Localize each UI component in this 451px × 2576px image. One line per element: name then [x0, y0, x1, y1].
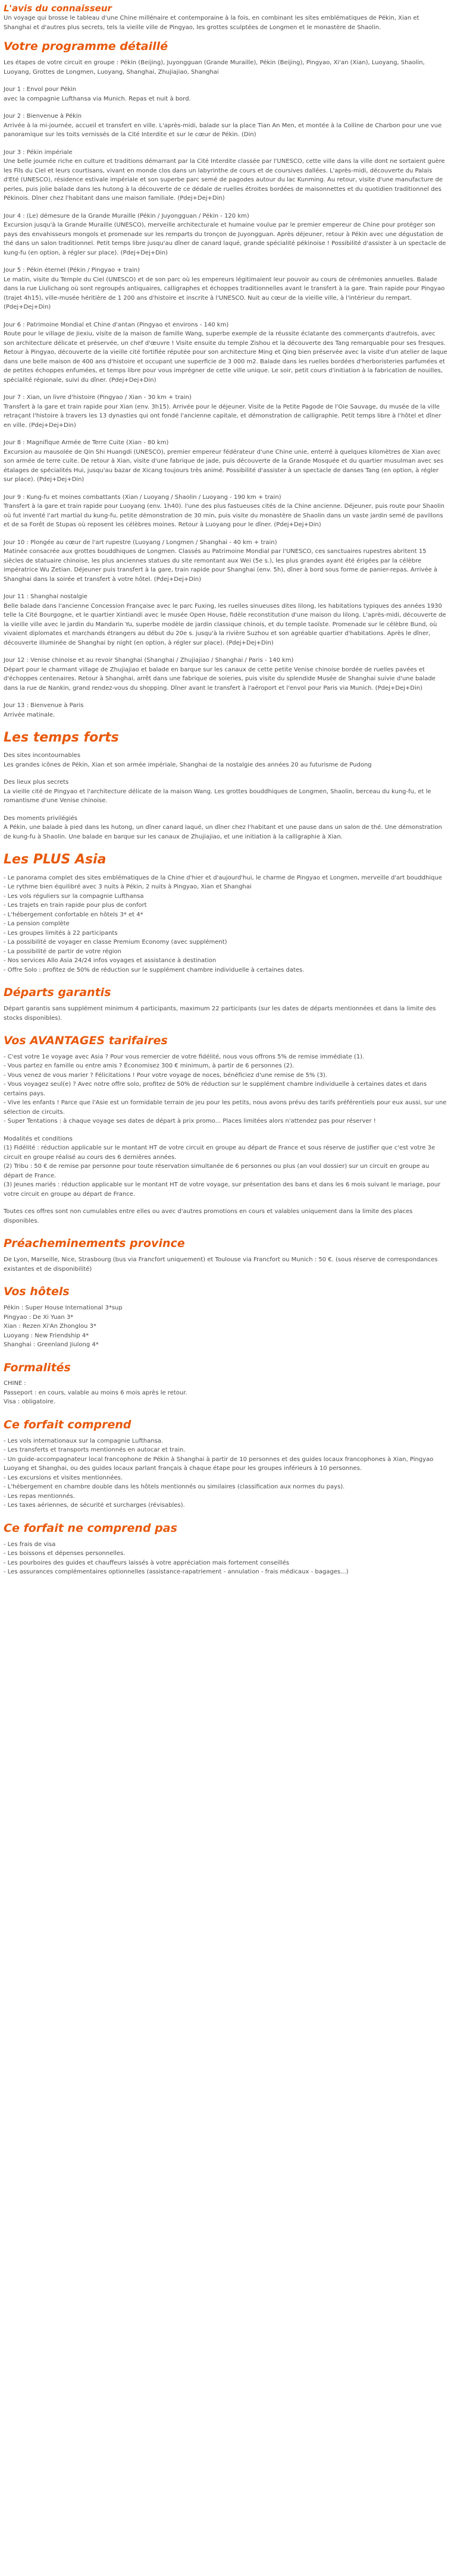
day-12: Jour 12 : Venise chinoise et au revoir Shanghai (Shanghai / Zhujiajiao / Shanghai / Paris - 140 km) Départ pour le charmant village de Zhujiajiao et balade en barque sur les canaux de cette petite Venise chinoise bordée de ruelles pavées et d'échoppes centenaires. Retour à Shanghai, arrêt dans une fabrique de soieries, puis visite du splendide Musée de Shanghai suivie d'une balade dans la rue de Nankin, grand rendez-vous du shopping. Dîner avant le transfert à l'aéroport et l'envol pour Paris via Munich. (Pdej+Dej+Din)	[4, 657, 436, 692]
avantages-cumul-note: Toutes ces offres sont non cumulables entre elles ou avec d'autres promotions en cours et valables uniquement dans la limite des places disponibles.	[4, 1208, 413, 1224]
plus-asia-list	[4, 874, 447, 975]
temps-forts-title: Les temps forts	[4, 730, 119, 746]
day-2: Jour 2 : Bienvenue à Pékin Arrivée à la mi-journée, accueil et transfert en ville. L'après-midi, balade sur la place Tian An Men, et montée à la Colline de Charbon pour une vue panoramique sur les toits vernissés de la Cité Interdite et sur le cœur de Pékin. (Din)	[4, 113, 442, 139]
list-item: - Vous partez en famille ou entre amis ? Économisez 300 € minimum, à partir de 6 personnes (2).	[4, 1063, 295, 1070]
preacheminements-section	[4, 1237, 447, 1274]
hotels-title: Vos hôtels	[4, 1285, 70, 1299]
day-9: Jour 9 : Kung-fu et moines combattants (Xian / Luoyang / Shaolin / Luoyang - 190 km + train) Transfert à la gare et train rapide pour Luoyang (env. 1h40). l'une des plus fastueuses cités de la Chine ancienne. Déjeuner, puis route pour Shaolin où fut inventé l'art martial du kung-fu, petite démonstration de 30 min, puis visite du monastère de Shaolin dans un vaste jardin semé de pavillons et de sa Forêt de Stupas où reposent les célèbres moines. Retour à Luoyang pour le dîner. (Pdej+Dej+Din)	[4, 494, 445, 529]
list-item: - Le panorama complet des sites emblématiques de la Chine d'hier et d'aujourd'hui, le charme de Pingyao et Longmen, merveille d'art bouddhique	[4, 874, 442, 881]
list-item: - Les excursions et visites mentionnées.	[4, 1474, 123, 1481]
list-item: - Les repas mentionnés.	[4, 1493, 75, 1500]
day-5: Jour 5 : Pékin éternel (Pékin / Pingyao + train) Le matin, visite du Temple du Ciel (UNESCO) et de son parc où les empereurs légitimaient leur pouvoir au cours de cérémonies annuelles. Balade dans la rue Liulichang où sont regroupés antiquaires, calligraphes et échoppes traditionnelles avant le transfert à la gare. Train rapide pour Pingyao (trajet 4h15), ville-musée héritière de 1 200 ans d'histoire et inscrite à l'UNESCO. Nuit au cœur de la vieille ville, à l'intérieur du rempart. (Pdej+Dej+Din)	[4, 267, 445, 311]
list-item: - Vous venez de vous marier ? Félicitations ! Pour votre voyage de noces, bénéficiez d'une remise de 5% (3).	[4, 1072, 327, 1079]
list-item: - Les transferts et transports mentionnés en autocar et train.	[4, 1447, 186, 1454]
list-item: - Les assurances complémentaires optionnelles (assistance-rapatriement - annulation - frais médicaux - bagages...)	[4, 1569, 349, 1576]
preacheminements-title: Préacheminements province	[4, 1237, 185, 1251]
list-item: - La pension complète	[4, 921, 70, 928]
list-item: - Offre Solo : profitez de 50% de réduction sur le supplément chambre individuelle à certaines dates.	[4, 966, 305, 973]
list-item: - Les boissons et dépenses personnelles.	[4, 1550, 126, 1557]
list-item: - Les vols internationaux sur la compagnie Lufthansa.	[4, 1437, 164, 1444]
avis-text: Un voyage qui brosse le tableau d'une Chine millénaire et contemporaine à la fois, en combinant les sites emblématiques de Pékin, Xian et Shanghai et d'autres plus secrets, tels la vieille ville de Pingyao, les grottes sculptées de Longmen et le monastère de Shaolin.	[4, 15, 419, 31]
day-7: Jour 7 : Xian, un livre d'histoire (Pingyao / Xian - 30 km + train) Transfert à la gare et train rapide pour Xian (env. 3h15). Arrivée pour le déjeuner. Visite de la Petite Pagode de l'Oie Sauvage, du musée de la ville retraçant l'histoire à travers les 13 dynasties qui ont fondé l'ancienne capitale, et démonstration de calligraphie. Petit temps libre à l'hôtel et dîner en ville. (Pdej+Dej+Din)	[4, 394, 441, 429]
list-item: - Le rythme bien équilibré avec 3 nuits à Pékin, 2 nuits à Pingyao, Xian et Shanghai	[4, 884, 252, 891]
hotels-text: Pékin : Super House International 3*sup Pingyao : De Xi Yuan 3* Xian : Rezen Xi'An Zhonglou 3* Luoyang : New Friendship 4* Shanghai : Greenland Jiulong 4*	[4, 1305, 123, 1349]
avantages-title: Vos AVANTAGES tarifaires	[4, 1034, 168, 1048]
ne-comprend-pas-section	[4, 1522, 447, 1577]
list-item: - La possibilité de partir de votre région	[4, 948, 122, 955]
day-8: Jour 8 : Magnifique Armée de Terre Cuite (Xian - 80 km) Excursion au mausolée de Qin Shi Huangdi (UNESCO), premier empereur fédérateur d'une Chine unie, enterré à quelques kilomètres de Xian avec son armée de terre cuite. De retour à Xian, visite d'une fabrique de jade, puis découverte de la Grande Mosquée et du quartier musulman avec ses étalages de spécialités Hui, jusqu'au bazar de Xicang toujours très animé. Possibilité d'assister à un spectacle de danses Tang (en option, à régler sur place). (Pdej+Dej+Din)	[4, 439, 444, 483]
avis-title: L'avis du connaisseur	[4, 3, 112, 14]
formalites-section	[4, 1362, 447, 1407]
avantages-list	[4, 1053, 447, 1126]
list-item: - Les frais de visa	[4, 1541, 56, 1548]
list-item: - Vive les enfants ! Parce que l'Asie est un formidable terrain de jeu pour les petits, nous avons prévu des tarifs préférentiels pour eux aussi, sur une sélection de circuits.	[4, 1099, 447, 1116]
list-item: - C'est votre 1e voyage avec Asia ? Pour vous remercier de votre fidélité, nous vous offrons 5% de remise immédiate (1).	[4, 1053, 365, 1060]
avantages-section	[4, 1035, 447, 1226]
day-1: Jour 1 : Envol pour Pékin avec la compagnie Lufthansa via Munich. Repas et nuit à bord.	[4, 86, 191, 102]
day-4: Jour 4 : (Le) démesure de la Grande Muraille (Pékin / Juyongguan / Pékin - 120 km) Excursion jusqu'à la Grande Muraille (UNESCO), merveille architecturale et humaine voulue par le premier empereur de Chine pour protéger son pays des envahisseurs mongols et promenade sur les remparts du tronçon de Juyongguan. Après déjeuner, retour à Pékin avec une dégustation de thé dans un salon traditionnel. Petit temps libre jusqu'au dîner de canard laqué, grande spécialité pékinoise ! Possibilité d'assister à un spectacle de kung-fu (en option, à régler sur place). (Pdej+Dej+Din)	[4, 212, 446, 256]
temps-forts-incontournables: Des sites incontournables Les grandes icônes de Pékin, Xian et son armée impériale, Shanghai de la nostalgie des années 20 au futurisme de Pudong	[4, 752, 372, 768]
plus-asia-title: Les PLUS Asia	[4, 852, 107, 868]
ne-comprend-pas-list	[4, 1540, 447, 1577]
comprend-list	[4, 1437, 447, 1510]
list-item: - Un guide-accompagnateur local francophone de Pékin à Shanghai à partir de 10 personnes et des guides locaux francophones à Xian, Pingyao Luoyang et Shanghai, ou des guides locaux parlant français à chaque étape pour les groupes inférieurs à 10 personnes.	[4, 1456, 434, 1472]
list-item: - L'hébergement confortable en hôtels 3* et 4*	[4, 911, 143, 918]
comprend-title: Ce forfait comprend	[4, 1418, 131, 1431]
list-item: - Les vols réguliers sur la compagnie Lufthansa	[4, 893, 144, 900]
comprend-section	[4, 1419, 447, 1510]
list-item: - Les pourboires des guides et chauffeurs laissés à votre appréciation mais fortement conseillés	[4, 1559, 289, 1566]
list-item: - Vous voyagez seul(e) ? Avec notre offre solo, profitez de 50% de réduction sur le supplément chambre individuelle à certaines dates et dans certains pays.	[4, 1081, 427, 1097]
formalites-text: CHINE : Passeport : en cours, valable au moins 6 mois après le retour. Visa : obligatoire.	[4, 1380, 187, 1406]
day-10: Jour 10 : Plongée au cœur de l'art rupestre (Luoyang / Longmen / Shanghai - 40 km + train) Matinée consacrée aux grottes bouddhiques de Longmen. Classés au Patrimoine Mondial par l'UNESCO, ces sanctuaires rupestres abritent 15 siècles de statuaire chinoise, les plus anciennes statues du site remontant aux Wei (5e s.), les plus grandes ayant été érigées par la célèbre impératrice Wu Zetian. Déjeuner puis transfert à la gare, train rapide pour Shanghai (env. 5h), dîner à bord sous forme de panier-repas. Arrivée à Shanghai dans la soirée et transfert à votre hôtel. (Pdej+Dej+Din)	[4, 539, 438, 583]
day-3: Jour 3 : Pékin impériale Une belle journée riche en culture et traditions démarrant par la Cité Interdite classée par l'UNESCO, cette ville dans la ville dont ne sortaient guère les Fils du Ciel et leurs courtisans, vivant en monde clos dans un labyrinthe de cours et de coursives dallées. L'après-midi, découverte du Palais d'Eté (UNESCO), résidence estivale impériale et son superbe parc semé de pagodes autour du lac Kunming. Au retour, visite d'une manufacture de perles, puis jolie balade dans les hutong à la découverte de ce dédale de ruelles étroites bordées de maisonnettes et du quotidien traditionnel des Pékinois. Dîner chez l'habitant dans une maison familiale. (Pdej+Dej+Din)	[4, 149, 445, 202]
day-11: Jour 11 : Shanghai nostalgie Belle balade dans l'ancienne Concession Française avec le parc Fuxing, les ruelles sinueuses dites lilong, les habitations typiques des années 1930 telle la Cité Bourgogne, et le quartier Xintiandi avec le musée Open House, fidèle reconstitution d'une maison du lilong. L'après-midi, découverte de la vieille ville avec le jardin du Mandarin Yu, superbe modèle de jardin classique chinois, et du temple taoïste. Promenade sur le célèbre Bund, où vivaient diplomates et marchands étrangers au début du 20e s. jusqu'à la rivière Suzhou et son agréable quartier d'habitations. Après le dîner, découverte illuminée de Shanghai by night (en option, à régler sur place). (Pdej+Dej+Din)	[4, 593, 446, 646]
day-6: Jour 6 : Patrimoine Mondial et Chine d'antan (Pingyao et environs - 140 km) Route pour le village de Jiexiu, visite de la maison de famille Wang, superbe exemple de la réussite éclatante des commerçants d'autrefois, avec son architecture délicate et préservée, un chef d'œuvre ! Visite ensuite du temple Zishou et la découverte des Tang remarquable pour ses fresques. Retour à Pingyao, découverte de la vieille cité fortifiée réputée pour son architecture Ming et Qing bien préservée avec la visite d'un atelier de laque dans une belle maison de 400 ans d'histoire et occupant une superficie de 3 000 m2. Balade dans les ruelles bordées d'herboristeries parfumées et de petites échoppes enfumées, et temps libre pour vous imprégner de cette ville unique. Le soir, petit cours d'initiation à la fabrication de nouilles, spécialité régionale, suivi du dîner. (Pdej+Dej+Din)	[4, 321, 447, 384]
day-13: Jour 13 : Bienvenue à Paris Arrivée matinale.	[4, 702, 84, 718]
temps-forts-secrets: Des lieux plus secrets La vieille cité de Pingyao et l'architecture délicate de la maison Wang. Les grottes bouddhiques de Longmen, Shaolin, berceau du kung-fu, et le romantisme d'une Venise chinoise.	[4, 779, 431, 805]
list-item: - Super Tentations : à chaque voyage ses dates de départ à prix promo... Places limitées alors n'attendez pas pour réserver !	[4, 1118, 376, 1125]
departs-text: Départ garantis sans supplément minimum 4 participants, maximum 22 participants (sur les dates de départs mentionnées et dans la limite des stocks disponibles).	[4, 1006, 436, 1022]
list-item: - Les groupes limités à 22 participants	[4, 929, 118, 937]
avis-section	[4, 4, 447, 32]
programme-title: Votre programme détaillé	[4, 40, 168, 54]
ne-comprend-pas-title: Ce forfait ne comprend pas	[4, 1521, 177, 1535]
hotels-section	[4, 1286, 447, 1349]
list-item: - L'hébergement en chambre double dans les hôtels mentionnés ou similaires (classification aux normes du pays).	[4, 1484, 345, 1491]
temps-forts-privilegies: Des moments privilégiés A Pékin, une balade à pied dans les hutong, un dîner canard laqué, un dîner chez l'habitant et une pause dans un salon de thé. Une démonstration de kung-fu à Shaolin. Une balade en barque sur les canaux de Zhujiajiao, et une initiation à la calligraphie à Xian.	[4, 815, 442, 840]
formalites-title: Formalités	[4, 1361, 71, 1374]
programme-intro: Les étapes de votre circuit en groupe : Pékin (Beijing), Juyongguan (Grande Muraille), Pékin (Beijing), Pingyao, Xi'an (Xian), Luoyang, Shaolin, Luoyang, Grottes de Longmen, Luoyang, Shanghai, Zhujiajiao, Shanghai	[4, 59, 425, 76]
list-item: - Les trajets en train rapide pour plus de confort	[4, 902, 147, 909]
departs-title: Départs garantis	[4, 986, 111, 1000]
avantages-conditions: Modalités et conditions (1) Fidélité : réduction applicable sur le montant HT de votre circuit en groupe au départ de France et sous réserve de justifier que c'est votre 3e circuit en groupe réalisé au cours des 6 dernières années. (2) Tribu : 50 € de remise par personne pour toute réservation simultanée de 6 personnes ou plus (an voul dossier) sur un circuit en groupe au départ de France. (3) Jeunes mariés : réduction applicable sur le montant HT de votre voyage, sur présentation des bans et dans les 6 mois suivant le mariage, pour votre circuit en groupe au départ de France.	[4, 1135, 441, 1198]
departs-section	[4, 987, 447, 1023]
preacheminements-text: De Lyon, Marseille, Nice, Strasbourg (bus via Francfort uniquement) et Toulouse via Francfort ou Munich : 50 €. (sous réserve de correspondances existantes et de disponibilité)	[4, 1256, 438, 1273]
programme-section	[4, 40, 447, 720]
list-item: - La possibilité de voyager en classe Premium Economy (avec supplément)	[4, 939, 227, 946]
plus-asia-section	[4, 852, 447, 975]
list-item: - Les taxes aériennes, de sécurité et surcharges (révisables).	[4, 1502, 185, 1509]
temps-forts-section	[4, 730, 447, 841]
list-item: - Nos services Allo Asia 24/24 infos voyages et assistance à destination	[4, 957, 217, 965]
